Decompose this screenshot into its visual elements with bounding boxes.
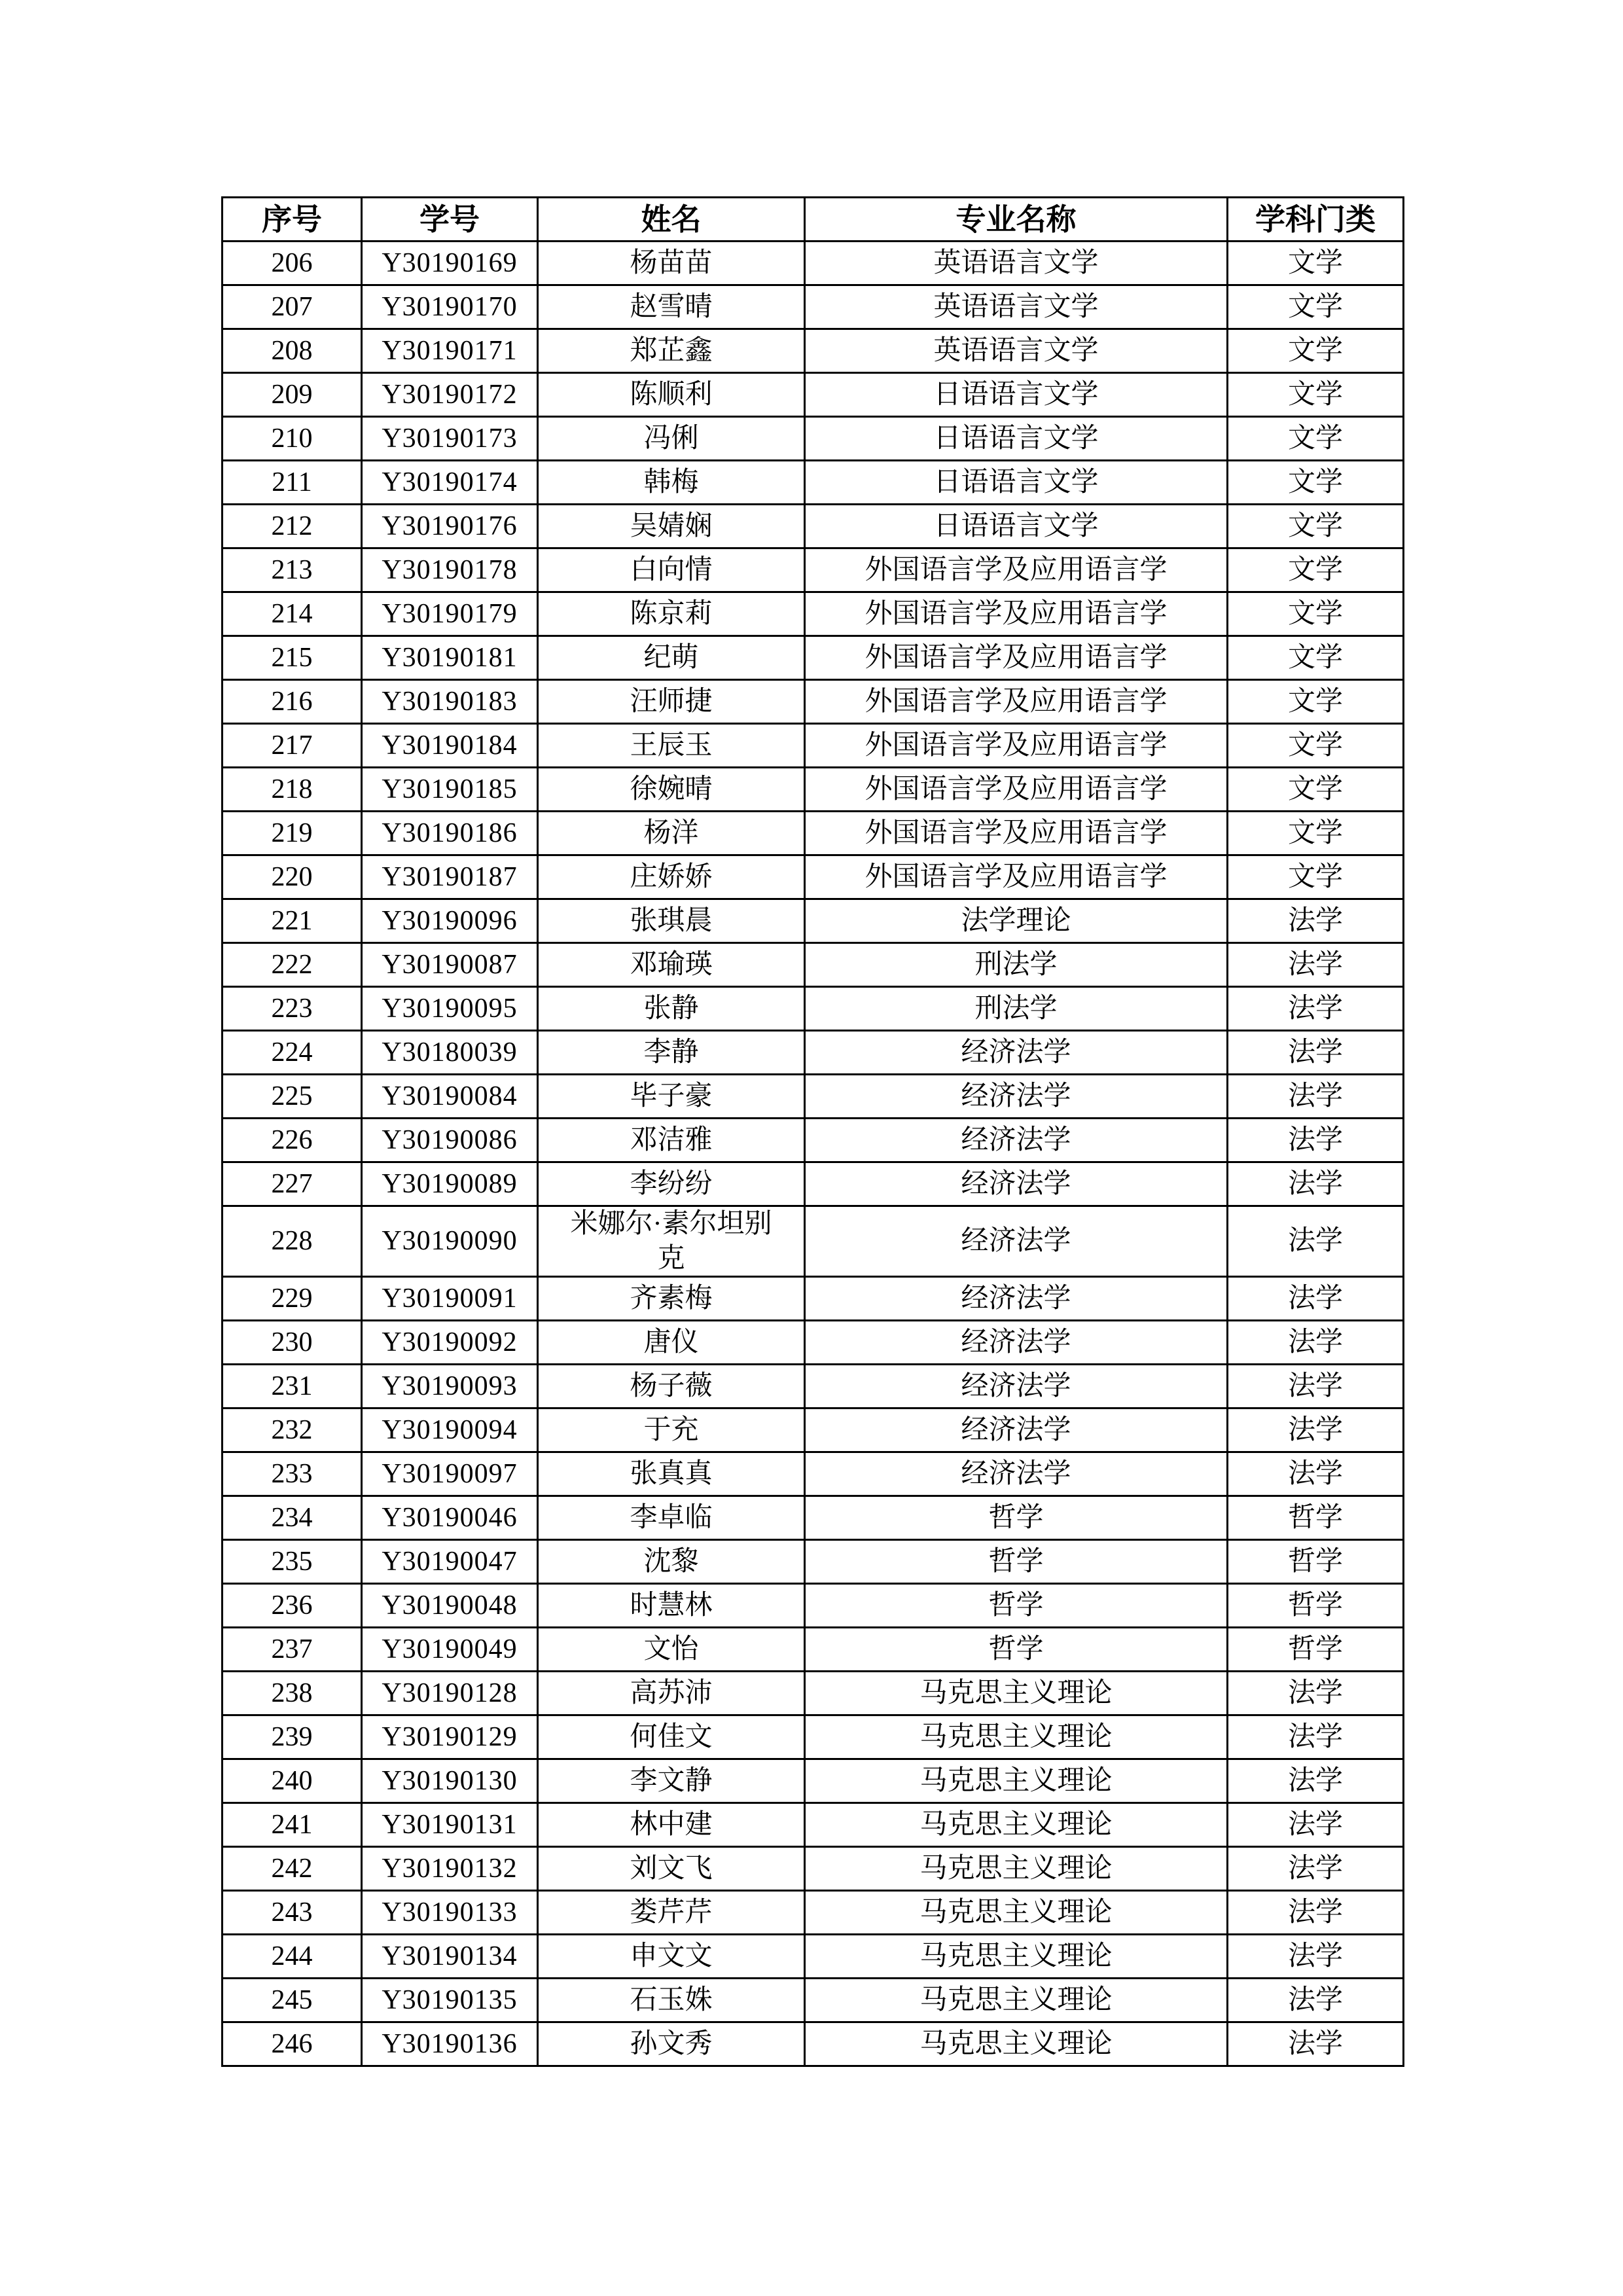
serial-cell: 235 [223,1540,362,1584]
name-cell: 郑芷鑫 [538,329,805,373]
category-cell: 哲学 [1228,1628,1404,1672]
student-id-cell: Y30190133 [362,1891,538,1935]
serial-cell: 244 [223,1935,362,1979]
serial-cell: 228 [223,1206,362,1277]
major-cell: 外国语言学及应用语言学 [805,812,1228,855]
table-row [223,1628,1404,1672]
category-cell: 法学 [1228,1672,1404,1715]
name-cell: 陈京莉 [538,592,805,636]
table-row [223,855,1404,899]
student-id-cell: Y30190091 [362,1277,538,1321]
serial-cell: 209 [223,373,362,417]
student-id-cell: Y30190094 [362,1408,538,1452]
table-row [223,1206,1404,1277]
major-cell: 英语语言文学 [805,242,1228,285]
serial-cell: 217 [223,724,362,768]
name-cell: 韩梅 [538,461,805,505]
category-cell: 法学 [1228,987,1404,1031]
name-cell: 张琪晨 [538,899,805,943]
student-id-cell: Y30190086 [362,1119,538,1162]
name-cell: 邓洁雅 [538,1119,805,1162]
serial-cell: 215 [223,636,362,680]
major-cell: 日语语言文学 [805,417,1228,461]
major-cell: 经济法学 [805,1321,1228,1365]
major-cell: 马克思主义理论 [805,1672,1228,1715]
student-id-cell: Y30190171 [362,329,538,373]
column-header-2: 姓名 [538,198,805,242]
major-cell: 马克思主义理论 [805,2022,1228,2066]
student-id-cell: Y30190169 [362,242,538,285]
table-row [223,1031,1404,1075]
category-cell: 法学 [1228,1031,1404,1075]
table-row [223,1672,1404,1715]
category-cell: 文学 [1228,680,1404,724]
name-cell: 孙文秀 [538,2022,805,2066]
student-id-cell: Y30190090 [362,1206,538,1277]
category-cell: 法学 [1228,1935,1404,1979]
major-cell: 马克思主义理论 [805,1803,1228,1847]
name-cell: 何佳文 [538,1715,805,1759]
student-id-cell: Y30190183 [362,680,538,724]
category-cell: 法学 [1228,2022,1404,2066]
table-row [223,461,1404,505]
name-cell: 吴婧娴 [538,505,805,548]
category-cell: 法学 [1228,1408,1404,1452]
student-id-cell: Y30190187 [362,855,538,899]
table-row [223,1584,1404,1628]
major-cell: 经济法学 [805,1365,1228,1408]
major-cell: 刑法学 [805,943,1228,987]
table-row [223,1408,1404,1452]
category-cell: 法学 [1228,1979,1404,2022]
serial-cell: 216 [223,680,362,724]
serial-cell: 229 [223,1277,362,1321]
serial-cell: 208 [223,329,362,373]
name-cell: 高苏沛 [538,1672,805,1715]
table-row [223,1979,1404,2022]
major-cell: 马克思主义理论 [805,1891,1228,1935]
serial-cell: 223 [223,987,362,1031]
student-id-cell: Y30190178 [362,548,538,592]
table-row [223,768,1404,812]
category-cell: 文学 [1228,636,1404,680]
name-cell: 杨苗苗 [538,242,805,285]
category-cell: 法学 [1228,1162,1404,1206]
serial-cell: 219 [223,812,362,855]
table-row [223,1540,1404,1584]
serial-cell: 238 [223,1672,362,1715]
category-cell: 文学 [1228,855,1404,899]
student-id-cell: Y30190084 [362,1075,538,1119]
student-id-cell: Y30190093 [362,1365,538,1408]
name-cell: 陈顺利 [538,373,805,417]
student-id-cell: Y30190131 [362,1803,538,1847]
category-cell: 法学 [1228,1075,1404,1119]
major-cell: 经济法学 [805,1206,1228,1277]
major-cell: 外国语言学及应用语言学 [805,724,1228,768]
serial-cell: 230 [223,1321,362,1365]
major-cell: 经济法学 [805,1119,1228,1162]
table-row [223,636,1404,680]
student-id-cell: Y30190176 [362,505,538,548]
category-cell: 法学 [1228,1452,1404,1496]
student-id-cell: Y30190130 [362,1759,538,1803]
name-cell: 沈黎 [538,1540,805,1584]
major-cell: 经济法学 [805,1075,1228,1119]
major-cell: 经济法学 [805,1452,1228,1496]
major-cell: 哲学 [805,1496,1228,1540]
student-id-cell: Y30190134 [362,1935,538,1979]
serial-cell: 221 [223,899,362,943]
serial-cell: 243 [223,1891,362,1935]
serial-cell: 245 [223,1979,362,2022]
serial-cell: 213 [223,548,362,592]
table-row [223,592,1404,636]
name-cell: 李纷纷 [538,1162,805,1206]
table-row [223,2022,1404,2066]
major-cell: 日语语言文学 [805,373,1228,417]
category-cell: 文学 [1228,461,1404,505]
table-row [223,812,1404,855]
header-row [223,198,1404,242]
name-cell: 申文文 [538,1935,805,1979]
category-cell: 文学 [1228,373,1404,417]
student-id-cell: Y30190136 [362,2022,538,2066]
student-id-cell: Y30190129 [362,1715,538,1759]
serial-cell: 231 [223,1365,362,1408]
serial-cell: 226 [223,1119,362,1162]
category-cell: 法学 [1228,1891,1404,1935]
table-row [223,548,1404,592]
major-cell: 经济法学 [805,1408,1228,1452]
category-cell: 法学 [1228,1365,1404,1408]
category-cell: 文学 [1228,812,1404,855]
table-row [223,1891,1404,1935]
category-cell: 文学 [1228,329,1404,373]
serial-cell: 241 [223,1803,362,1847]
table-row [223,505,1404,548]
name-cell: 时慧林 [538,1584,805,1628]
serial-cell: 239 [223,1715,362,1759]
table-row [223,1496,1404,1540]
column-header-3: 专业名称 [805,198,1228,242]
table-row [223,1365,1404,1408]
student-id-cell: Y30190096 [362,899,538,943]
category-cell: 文学 [1228,592,1404,636]
table-row [223,1715,1404,1759]
student-id-cell: Y30180039 [362,1031,538,1075]
category-cell: 法学 [1228,1321,1404,1365]
serial-cell: 224 [223,1031,362,1075]
name-cell: 冯俐 [538,417,805,461]
student-id-cell: Y30190185 [362,768,538,812]
name-cell: 石玉姝 [538,1979,805,2022]
category-cell: 法学 [1228,943,1404,987]
student-id-cell: Y30190135 [362,1979,538,2022]
table-row [223,943,1404,987]
serial-cell: 214 [223,592,362,636]
student-id-cell: Y30190132 [362,1847,538,1891]
major-cell: 马克思主义理论 [805,1979,1228,2022]
major-cell: 哲学 [805,1628,1228,1672]
serial-cell: 242 [223,1847,362,1891]
table-row [223,1119,1404,1162]
serial-cell: 237 [223,1628,362,1672]
name-cell: 白向情 [538,548,805,592]
name-cell: 王辰玉 [538,724,805,768]
name-cell: 张静 [538,987,805,1031]
table-row [223,1803,1404,1847]
category-cell: 文学 [1228,417,1404,461]
category-cell: 法学 [1228,1206,1404,1277]
major-cell: 马克思主义理论 [805,1715,1228,1759]
column-header-1: 学号 [362,198,538,242]
table-row [223,724,1404,768]
student-id-cell: Y30190172 [362,373,538,417]
table-row [223,987,1404,1031]
student-id-cell: Y30190092 [362,1321,538,1365]
category-cell: 哲学 [1228,1496,1404,1540]
student-id-cell: Y30190049 [362,1628,538,1672]
name-cell: 杨子薇 [538,1365,805,1408]
column-header-0: 序号 [223,198,362,242]
category-cell: 文学 [1228,242,1404,285]
table-row [223,1935,1404,1979]
serial-cell: 211 [223,461,362,505]
category-cell: 哲学 [1228,1584,1404,1628]
table-row [223,899,1404,943]
serial-cell: 236 [223,1584,362,1628]
name-cell: 唐仪 [538,1321,805,1365]
major-cell: 外国语言学及应用语言学 [805,855,1228,899]
student-id-cell: Y30190186 [362,812,538,855]
student-id-cell: Y30190087 [362,943,538,987]
serial-cell: 227 [223,1162,362,1206]
major-cell: 外国语言学及应用语言学 [805,636,1228,680]
name-cell: 于充 [538,1408,805,1452]
category-cell: 法学 [1228,1759,1404,1803]
category-cell: 法学 [1228,1803,1404,1847]
category-cell: 文学 [1228,505,1404,548]
category-cell: 法学 [1228,1119,1404,1162]
name-cell: 李文静 [538,1759,805,1803]
category-cell: 文学 [1228,285,1404,329]
major-cell: 英语语言文学 [805,329,1228,373]
table-row [223,242,1404,285]
table-row [223,1321,1404,1365]
category-cell: 法学 [1228,1847,1404,1891]
student-id-cell: Y30190048 [362,1584,538,1628]
category-cell: 法学 [1228,1277,1404,1321]
table-body [223,242,1404,2066]
name-cell: 张真真 [538,1452,805,1496]
category-cell: 法学 [1228,1715,1404,1759]
category-cell: 法学 [1228,899,1404,943]
major-cell: 英语语言文学 [805,285,1228,329]
table-row [223,1277,1404,1321]
major-cell: 日语语言文学 [805,505,1228,548]
student-id-cell: Y30190095 [362,987,538,1031]
category-cell: 文学 [1228,548,1404,592]
name-cell: 毕子豪 [538,1075,805,1119]
serial-cell: 207 [223,285,362,329]
serial-cell: 240 [223,1759,362,1803]
serial-cell: 206 [223,242,362,285]
category-cell: 文学 [1228,724,1404,768]
table-row [223,329,1404,373]
major-cell: 外国语言学及应用语言学 [805,548,1228,592]
student-id-cell: Y30190173 [362,417,538,461]
category-cell: 哲学 [1228,1540,1404,1584]
name-cell: 徐婉晴 [538,768,805,812]
name-cell: 李卓临 [538,1496,805,1540]
major-cell: 外国语言学及应用语言学 [805,592,1228,636]
major-cell: 哲学 [805,1584,1228,1628]
serial-cell: 220 [223,855,362,899]
name-cell: 林中建 [538,1803,805,1847]
serial-cell: 222 [223,943,362,987]
major-cell: 经济法学 [805,1277,1228,1321]
serial-cell: 210 [223,417,362,461]
major-cell: 经济法学 [805,1162,1228,1206]
student-id-cell: Y30190089 [362,1162,538,1206]
major-cell: 日语语言文学 [805,461,1228,505]
name-cell: 杨洋 [538,812,805,855]
serial-cell: 234 [223,1496,362,1540]
column-header-4: 学科门类 [1228,198,1404,242]
category-cell: 文学 [1228,768,1404,812]
student-id-cell: Y30190181 [362,636,538,680]
major-cell: 外国语言学及应用语言学 [805,768,1228,812]
table-row [223,680,1404,724]
student-id-cell: Y30190184 [362,724,538,768]
serial-cell: 225 [223,1075,362,1119]
student-id-cell: Y30190128 [362,1672,538,1715]
name-cell: 纪萌 [538,636,805,680]
name-cell: 文怡 [538,1628,805,1672]
name-cell: 赵雪晴 [538,285,805,329]
name-cell: 米娜尔·素尔坦别克 [538,1206,805,1277]
name-cell: 齐素梅 [538,1277,805,1321]
student-id-cell: Y30190097 [362,1452,538,1496]
table-row [223,373,1404,417]
name-cell: 李静 [538,1031,805,1075]
serial-cell: 232 [223,1408,362,1452]
serial-cell: 233 [223,1452,362,1496]
major-cell: 哲学 [805,1540,1228,1584]
serial-cell: 246 [223,2022,362,2066]
table-row [223,1847,1404,1891]
major-cell: 马克思主义理论 [805,1847,1228,1891]
table-row [223,285,1404,329]
name-cell: 邓瑜瑛 [538,943,805,987]
major-cell: 外国语言学及应用语言学 [805,680,1228,724]
serial-cell: 218 [223,768,362,812]
table-row [223,1759,1404,1803]
major-cell: 马克思主义理论 [805,1759,1228,1803]
name-cell: 庄娇娇 [538,855,805,899]
name-cell: 娄芹芹 [538,1891,805,1935]
major-cell: 经济法学 [805,1031,1228,1075]
student-roster-table [221,196,1404,2067]
table-row [223,1075,1404,1119]
table-row [223,417,1404,461]
student-id-cell: Y30190174 [362,461,538,505]
major-cell: 法学理论 [805,899,1228,943]
name-cell: 刘文飞 [538,1847,805,1891]
name-cell: 汪师捷 [538,680,805,724]
student-id-cell: Y30190047 [362,1540,538,1584]
student-id-cell: Y30190170 [362,285,538,329]
major-cell: 刑法学 [805,987,1228,1031]
serial-cell: 212 [223,505,362,548]
table-row [223,1162,1404,1206]
table-row [223,1452,1404,1496]
student-id-cell: Y30190179 [362,592,538,636]
major-cell: 马克思主义理论 [805,1935,1228,1979]
student-id-cell: Y30190046 [362,1496,538,1540]
